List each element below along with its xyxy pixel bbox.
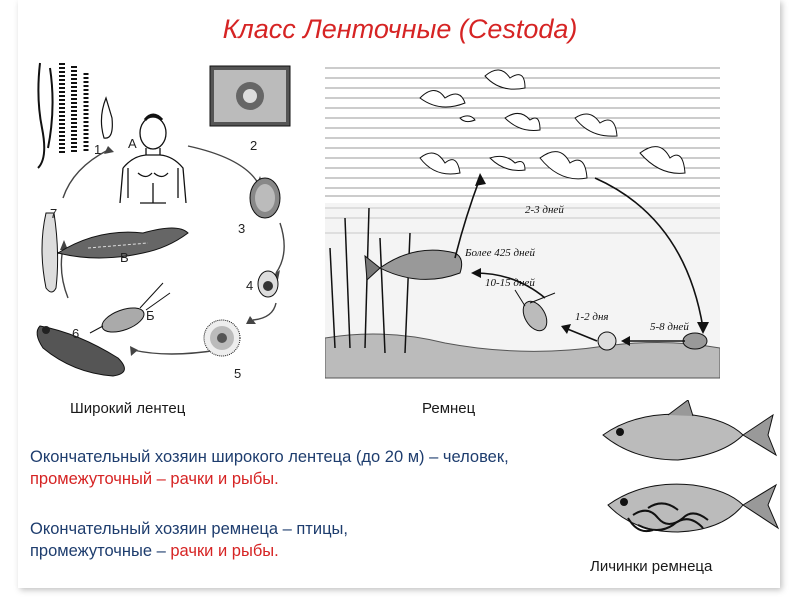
ligula-caption: Ремнец [422,400,476,417]
stage-number-7: 7 [50,206,58,221]
host-letter-v: В [120,250,129,265]
para1-highlight-text: промежуточный – рачки и рыбы. [30,470,279,488]
plerocercoid-illustration [37,326,124,376]
cycle-arrow [253,303,276,320]
larvae-caption: Личинки ремнеца [590,558,713,575]
duration-fish: Более 425 дней [465,247,535,259]
cycle-arrow [188,146,258,183]
coracidium-small [598,332,616,350]
egg-small [683,333,707,349]
duration-egg: 5-8 дней [650,321,689,333]
duration-birds: 2-3 дней [525,204,564,216]
cycle-arrow [133,350,218,354]
stage-number-3: 3 [238,221,246,236]
page-title: Класс Ленточные (Cestoda) [222,14,578,44]
cycle-arrow [63,150,108,198]
bird-hosts [420,70,685,179]
host-letter-a: А [128,136,137,151]
para2-main-text: Окончательный хозяин ремнеца – птицы, промежуточные – [30,520,348,560]
cycle-arrow [276,223,284,273]
human-host-illustration [120,115,186,203]
larva-7-illustration [42,213,58,292]
ligula-cycle-figure [325,58,720,393]
stage-number-2: 2 [250,138,258,153]
egg-illustration [250,178,280,218]
infected-fish-illustration [608,484,778,532]
copepod-host-illustration [90,283,170,337]
hatching-egg-illustration [258,271,278,297]
stage-number-4: 4 [246,278,254,293]
stage-number-5: 5 [234,366,242,381]
broad-tapeworm-cycle-figure [28,58,308,393]
duration-copepod: 10-15 дней [485,277,535,289]
proglottid-illustration [210,66,290,126]
healthy-fish-illustration [603,400,776,460]
cycle-arrow [61,248,68,298]
paragraph-broad-tapeworm-hosts [30,446,550,490]
para1-main-text: Окончательный хозяин широкого лентеца (до 20 м) – человек, [30,448,509,466]
paragraph-ligula-hosts [30,518,450,562]
ligula-larvae-figure [598,400,788,555]
stage-number-1: 1 [94,142,102,157]
coracidium-illustration [204,320,240,356]
stage-number-6: 6 [72,326,80,341]
para2-highlight-text: рачки и рыбы. [170,542,279,560]
host-letter-b: Б [146,308,155,323]
broad-tapeworm-caption: Широкий лентец [70,400,186,417]
duration-coracidium: 1-2 дня [575,311,609,323]
